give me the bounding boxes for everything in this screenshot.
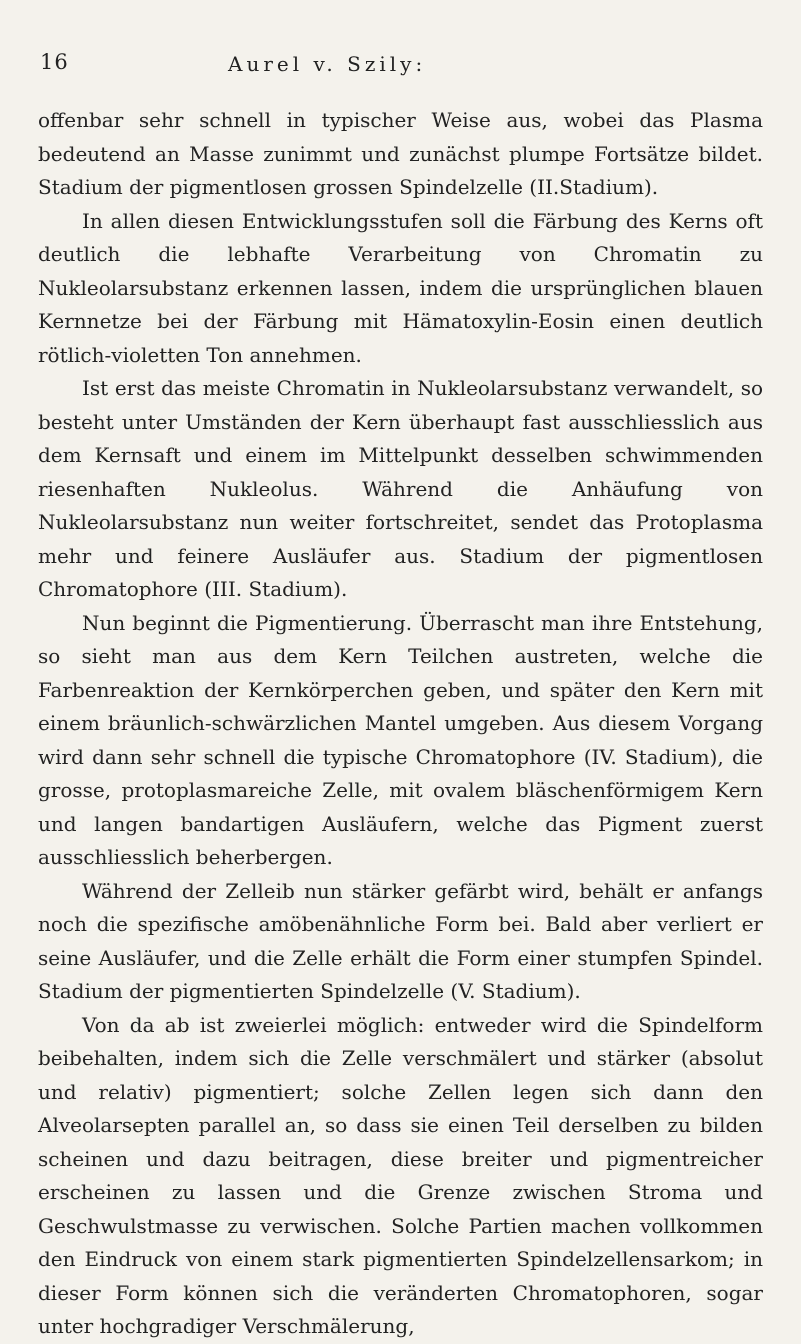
body-text [38, 104, 763, 1344]
paragraph: Während der Zelleib nun stärker gefärbt wird, behält er anfangs noch die spezifische amöbenähnliche Form bei. Bald aber verliert er seine Ausläufer, und die Zelle erhält die Form einer stumpfen Spindel. Stadium der pigmentierten Spindelzelle (V. Stadium). [38, 878, 763, 1003]
running-head: Aurel v. Szily: [228, 52, 427, 76]
paragraph: offenbar sehr schnell in typischer Weise aus, wobei das Plasma bedeutend an Masse zunimmt und zunächst plumpe Fortsätze bildet. Stadium der pigmentlosen grossen Spindelzelle (II.Stadium). [38, 108, 763, 199]
paragraph: Nun beginnt die Pigmentierung. Überrascht man ihre Entstehung, so sieht man aus dem Kern Teilchen austreten, welche die Farbenreaktion der Kernkörperchen geben, und später den Kern mit einem bräunlich-schwärzlichen Mantel umgeben. Aus diesem Vorgang wird dann sehr schnell die typische Chromatophore (IV. Stadium), die grosse, protoplasmareiche Zelle, mit ovalem bläschenförmigem Kern und langen bandartigen Ausläufern, welche das Pigment zuerst ausschliesslich beherbergen. [38, 610, 763, 869]
paragraph: Ist erst das meiste Chromatin in Nukleolarsubstanz verwandelt, so besteht unter Umständen der Kern überhaupt fast ausschliesslich aus dem Kernsaft und einem im Mittelpunkt desselben schwimmenden riesenhaften Nukleolus. Während die Anhäufung von Nukleolarsubstanz nun weiter fortschreitet, sendet das Protoplasma mehr und feinere Ausläufer aus. Stadium der pigmentlosen Chromatophore (III. Stadium). [38, 376, 763, 601]
paragraph: Von da ab ist zweierlei möglich: entweder wird die Spindelform beibehalten, indem sich die Zelle verschmälert und stärker (absolut und relativ) pigmentiert; solche Zellen legen sich dann den Alveolarsepten parallel an, so dass sie einen Teil derselben zu bilden scheinen und dazu beitragen, diese breiter und pigmentreicher erscheinen zu lassen und die Grenze zwischen Stroma und Geschwulstmasse zu verwischen. Solche Partien machen vollkommen den Eindruck von einem stark pigmentierten Spindelzellensarkom; in dieser Form können sich die veränderten Chromatophoren, sogar unter hochgradiger Verschmälerung, [38, 1012, 763, 1338]
paragraph: In allen diesen Entwicklungsstufen soll die Färbung des Kerns oft deutlich die lebhafte Verarbeitung von Chromatin zu Nukleolarsubstanz erkennen lassen, indem die ursprünglichen blauen Kernnetze bei der Färbung mit Hämatoxylin-Eosin einen deutlich rötlich-violetten Ton annehmen. [38, 208, 763, 367]
page-number: 16 [40, 50, 69, 74]
